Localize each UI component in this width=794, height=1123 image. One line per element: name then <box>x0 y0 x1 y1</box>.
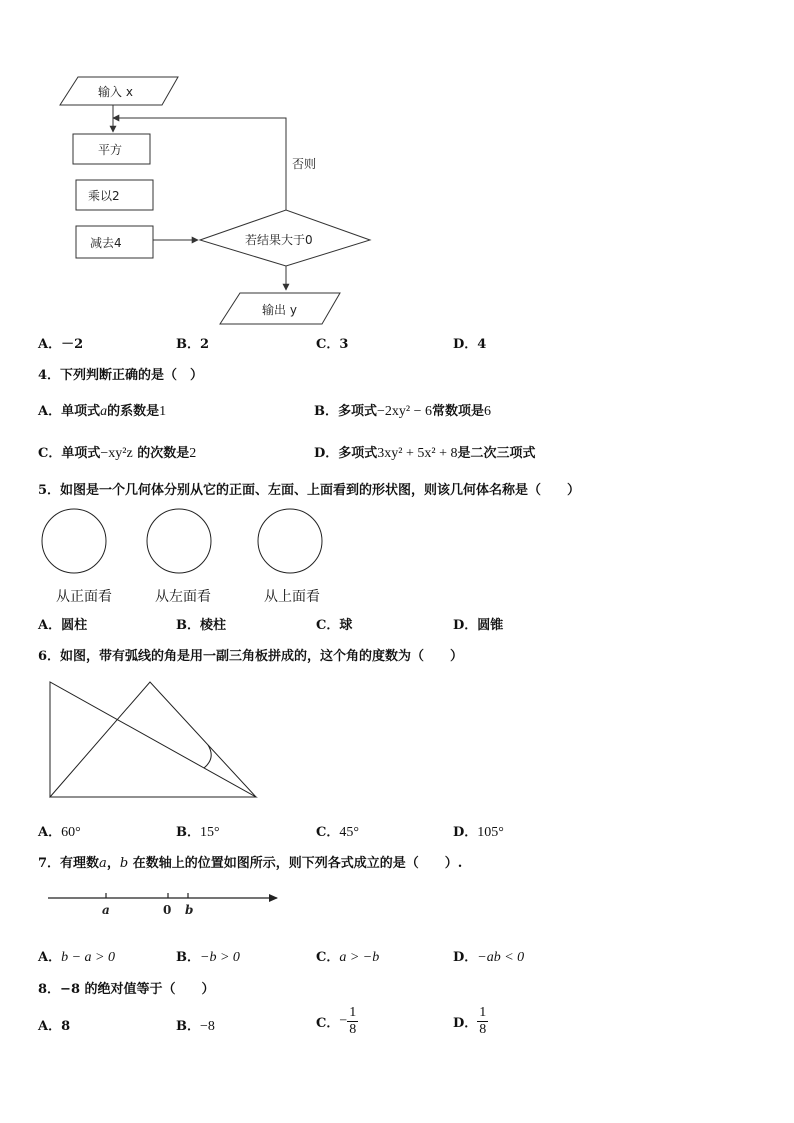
q4-b-val: 6 <box>484 404 492 419</box>
input-label: 输入 x <box>98 85 133 99</box>
q5-views <box>38 506 338 580</box>
q8-option-d[interactable]: D． $\frac{1}{8}$ <box>453 1005 487 1037</box>
angle-arc <box>204 745 211 768</box>
q4-a-tail: 的系数是 <box>107 404 160 419</box>
q3-option-d[interactable]: D．4 <box>453 337 487 352</box>
q6-triangles-figure <box>44 676 264 804</box>
left-view-circle <box>147 509 211 573</box>
times2-label: 乘以2 <box>88 189 120 203</box>
q8-option-c[interactable]: C．− $\frac{1}{8}$ <box>316 1005 357 1037</box>
q3-option-b[interactable]: B．2 <box>176 337 210 352</box>
triangle-30-60 <box>50 682 256 797</box>
top-view-circle <box>258 509 322 573</box>
top-view-caption: 从上面看 <box>264 589 320 605</box>
minus4-label: 减去4 <box>90 236 122 250</box>
q4-b-tail: 常数项是 <box>432 404 485 419</box>
axis-label-zero: 0 <box>163 903 172 917</box>
q6-stem: 6．如图，带有弧线的角是用一副三角板拼成的，这个角的度数为（ ） <box>38 649 464 664</box>
q4-d-math: 3xy² + 5x² + 8 <box>377 446 458 461</box>
axis-label-a: a <box>102 903 110 917</box>
q4-option-b[interactable] <box>314 400 491 420</box>
q7-option-b[interactable]: B．−b > 0 <box>176 950 240 965</box>
q4-option-d[interactable] <box>314 442 535 462</box>
q8-stem: 8．−8 的绝对值等于（ ） <box>38 982 215 997</box>
q6-option-d[interactable]: D．105° <box>453 825 504 840</box>
front-view-caption: 从正面看 <box>56 589 112 605</box>
q4-b-label: B．多项式 <box>314 404 377 419</box>
q5-option-d[interactable]: D．圆锥 <box>453 618 504 633</box>
output-label: 输出 y <box>262 303 297 317</box>
q4-d-tail: 是二次三项式 <box>457 446 536 461</box>
square-label: 平方 <box>98 143 123 157</box>
q3-option-c[interactable]: C．3 <box>316 337 349 352</box>
q7-option-c[interactable]: C．a > −b <box>316 950 380 965</box>
q6-option-a[interactable]: A．60° <box>38 825 81 840</box>
number-line-arrow <box>269 894 278 902</box>
q7-stem: 7．有理数a，b 在数轴上的位置如图所示，则下列各式成立的是（ ）. <box>38 856 463 871</box>
q4-a-math: a <box>100 404 108 419</box>
q7-option-d[interactable]: D．−ab < 0 <box>453 950 525 965</box>
q5-option-a[interactable]: A．圆柱 <box>38 618 88 633</box>
q3-option-a[interactable]: A．－2 <box>38 337 84 352</box>
q4-d-label: D．多项式 <box>314 446 378 461</box>
q6-option-b[interactable]: B．15° <box>176 825 220 840</box>
q8-option-b[interactable]: B．−8 <box>176 1019 215 1034</box>
q5-option-c[interactable]: C．球 <box>316 618 353 633</box>
q8-option-a[interactable]: A．8 <box>38 1019 71 1034</box>
q4-a-val: 1 <box>159 404 167 419</box>
q4-option-c[interactable] <box>38 442 196 462</box>
left-view-caption: 从左面看 <box>155 589 211 605</box>
front-view-circle <box>42 509 106 573</box>
else-label: 否则 <box>292 157 317 171</box>
q4-b-math: −2xy² − 6 <box>377 404 432 419</box>
decision-label: 若结果大于0 <box>245 233 313 247</box>
q8-c-fraction: $\frac{1}{8}$ <box>349 1005 357 1037</box>
q4-c-tail: 的次数是 <box>137 446 190 461</box>
q5-stem: 5．如图是一个几何体分别从它的正面、左面、上面看到的形状图，则该几何体名称是（ ） <box>38 483 581 498</box>
q7-number-line <box>44 888 284 922</box>
q8-d-fraction: $\frac{1}{8}$ <box>479 1005 487 1037</box>
q4-c-math: −xy²z <box>100 446 133 461</box>
q4-c-val: 2 <box>189 446 197 461</box>
q6-option-c[interactable]: C．45° <box>316 825 359 840</box>
q7-option-a[interactable]: A．b − a > 0 <box>38 950 115 965</box>
q4-c-label: C．单项式 <box>38 446 101 461</box>
q5-option-b[interactable]: B．棱柱 <box>176 618 226 633</box>
q4-stem: 4．下列判断正确的是（ ） <box>38 368 204 383</box>
q4-option-a[interactable] <box>38 400 166 420</box>
q3-flowchart <box>40 60 400 332</box>
axis-label-b: b <box>185 903 194 917</box>
q4-a-label: A．单项式 <box>38 404 101 419</box>
